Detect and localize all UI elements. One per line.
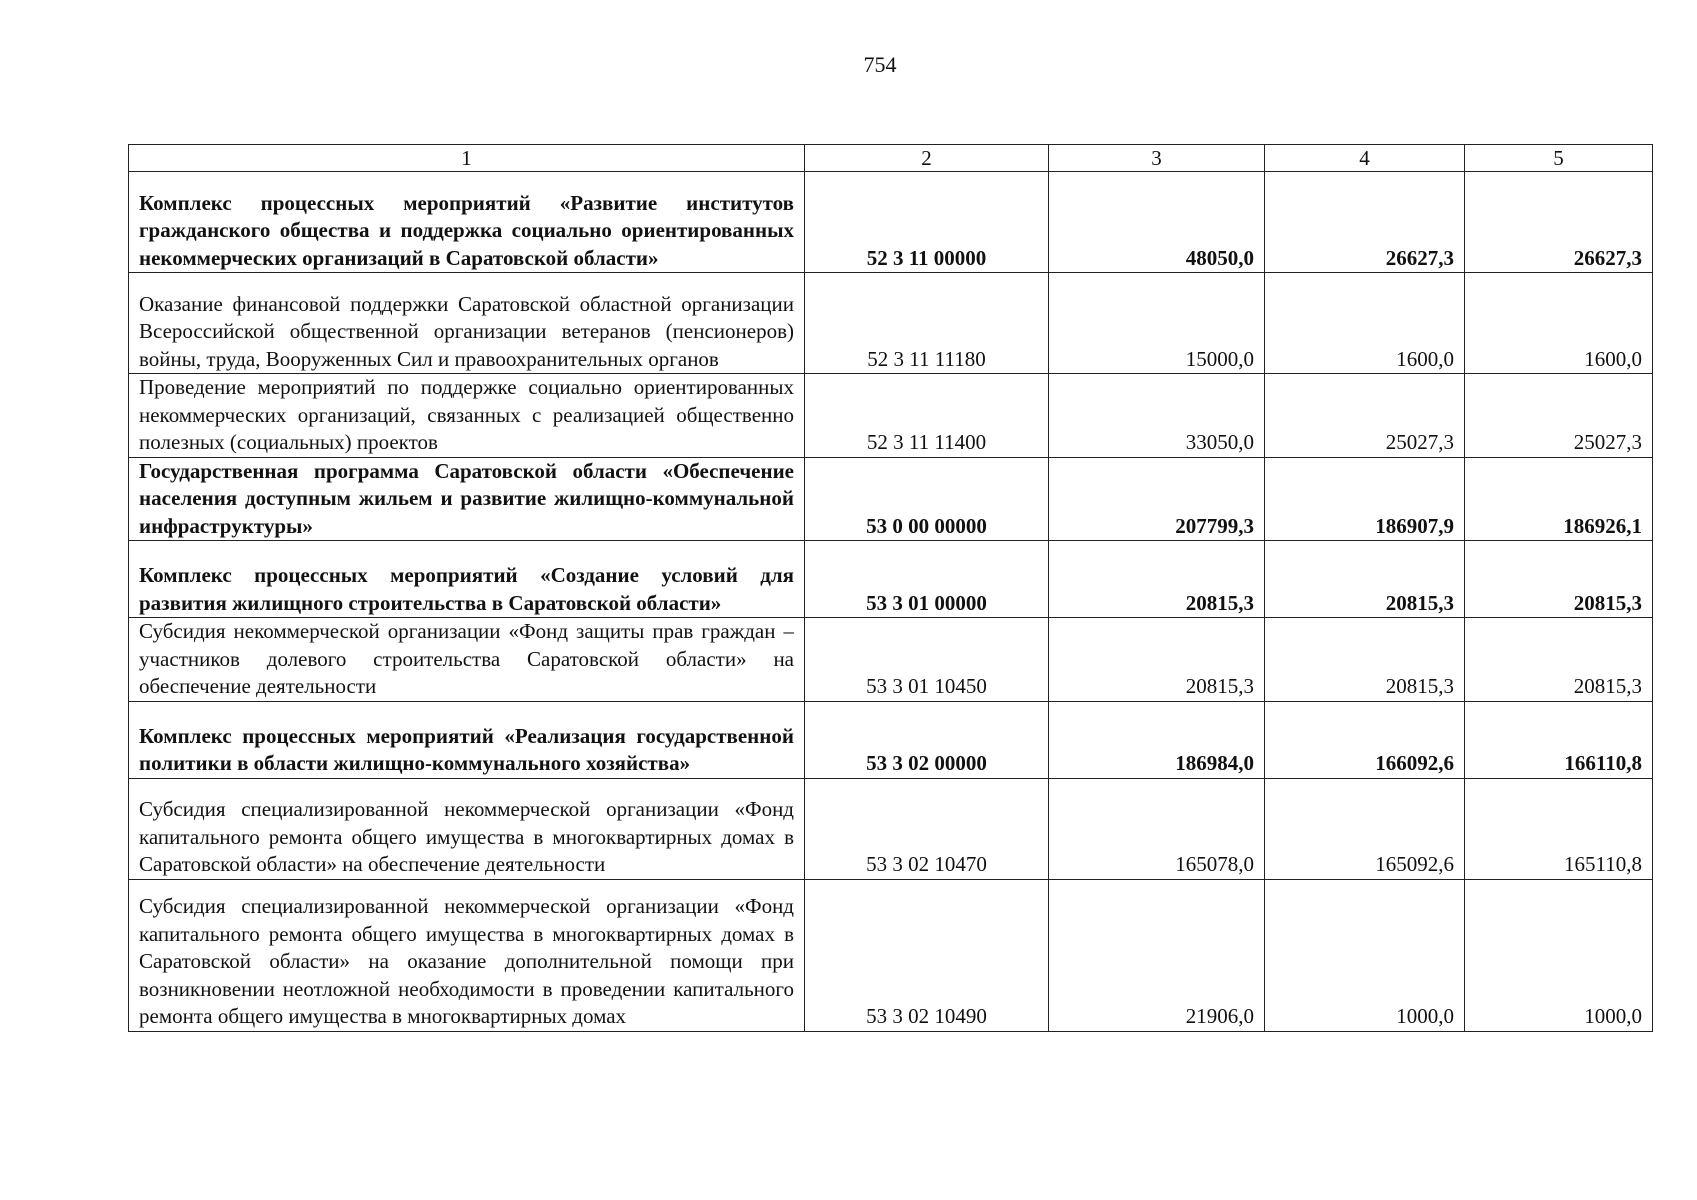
col-header-2: 2 (805, 145, 1049, 172)
row-value-4: 20815,3 (1265, 541, 1465, 618)
row-code: 52 3 11 11400 (805, 374, 1049, 458)
row-value-5: 26627,3 (1465, 172, 1653, 273)
col-header-4: 4 (1265, 145, 1465, 172)
table-row (129, 273, 1653, 374)
table-row (129, 172, 1653, 273)
row-name: Комплекс процессных мероприятий «Создание условий для развития жилищного строительства в Саратовской области» (129, 541, 805, 618)
table-row (129, 778, 1653, 879)
row-value-3: 186984,0 (1049, 701, 1265, 778)
row-value-3: 48050,0 (1049, 172, 1265, 273)
row-value-4: 166092,6 (1265, 701, 1465, 778)
table-row (129, 541, 1653, 618)
row-value-5: 20815,3 (1465, 541, 1653, 618)
row-name: Проведение мероприятий по поддержке социально ориентированных некоммерческих организаций, связанных с реализацией общественно полезных (социальных) проектов (129, 374, 805, 458)
row-code: 53 0 00 00000 (805, 457, 1049, 541)
row-value-4: 26627,3 (1265, 172, 1465, 273)
col-header-3: 3 (1049, 145, 1265, 172)
table-row (129, 374, 1653, 458)
row-value-5: 20815,3 (1465, 618, 1653, 702)
row-value-5: 186926,1 (1465, 457, 1653, 541)
row-value-4: 186907,9 (1265, 457, 1465, 541)
row-code: 53 3 01 10450 (805, 618, 1049, 702)
row-value-4: 20815,3 (1265, 618, 1465, 702)
page-number: 754 (863, 52, 897, 77)
table-row (129, 457, 1653, 541)
table-row (129, 618, 1653, 702)
row-code: 53 3 01 00000 (805, 541, 1049, 618)
table-body (129, 172, 1653, 1032)
header-row (129, 145, 1653, 172)
row-name: Комплекс процессных мероприятий «Развитие институтов гражданского общества и поддержка социально ориентированных некоммерческих организаций в Саратовской области» (129, 172, 805, 273)
budget-table (128, 144, 1653, 1032)
row-value-3: 20815,3 (1049, 618, 1265, 702)
row-value-5: 1600,0 (1465, 273, 1653, 374)
row-value-3: 21906,0 (1049, 879, 1265, 1031)
row-value-3: 15000,0 (1049, 273, 1265, 374)
row-value-4: 25027,3 (1265, 374, 1465, 458)
row-value-5: 165110,8 (1465, 778, 1653, 879)
row-value-5: 25027,3 (1465, 374, 1653, 458)
row-code: 52 3 11 11180 (805, 273, 1049, 374)
table-row (129, 701, 1653, 778)
row-code: 53 3 02 10470 (805, 778, 1049, 879)
row-value-5: 1000,0 (1465, 879, 1653, 1031)
row-code: 53 3 02 00000 (805, 701, 1049, 778)
col-header-1: 1 (129, 145, 805, 172)
row-name: Субсидия специализированной некоммерческой организации «Фонд капитального ремонта общего имущества в многоквартирных домах в Саратовской области» на оказание дополнительной помощи при возникновении неотложной необходимости в проведении капитального ремонта общего имущества в многоквартирных домах (129, 879, 805, 1031)
row-value-3: 20815,3 (1049, 541, 1265, 618)
row-value-4: 1000,0 (1265, 879, 1465, 1031)
table-row (129, 879, 1653, 1031)
row-name: Государственная программа Саратовской области «Обеспечение населения доступным жильем и развитие жилищно-коммунальной инфраструктуры» (129, 457, 805, 541)
row-name: Субсидия специализированной некоммерческой организации «Фонд капитального ремонта общего имущества в многоквартирных домах в Саратовской области» на обеспечение деятельности (129, 778, 805, 879)
row-name: Субсидия некоммерческой организации «Фонд защиты прав граждан – участников долевого строительства Саратовской области» на обеспечение деятельности (129, 618, 805, 702)
row-value-3: 165078,0 (1049, 778, 1265, 879)
col-header-5: 5 (1465, 145, 1653, 172)
row-value-4: 165092,6 (1265, 778, 1465, 879)
row-code: 52 3 11 00000 (805, 172, 1049, 273)
row-value-3: 207799,3 (1049, 457, 1265, 541)
row-name: Комплекс процессных мероприятий «Реализация государственной политики в области жилищно-коммунального хозяйства» (129, 701, 805, 778)
row-name: Оказание финансовой поддержки Саратовской областной организации Всероссийской общественной организации ветеранов (пенсионеров) войны, труда, Вооруженных Сил и правоохранительных органов (129, 273, 805, 374)
row-value-4: 1600,0 (1265, 273, 1465, 374)
row-code: 53 3 02 10490 (805, 879, 1049, 1031)
row-value-5: 166110,8 (1465, 701, 1653, 778)
row-value-3: 33050,0 (1049, 374, 1265, 458)
